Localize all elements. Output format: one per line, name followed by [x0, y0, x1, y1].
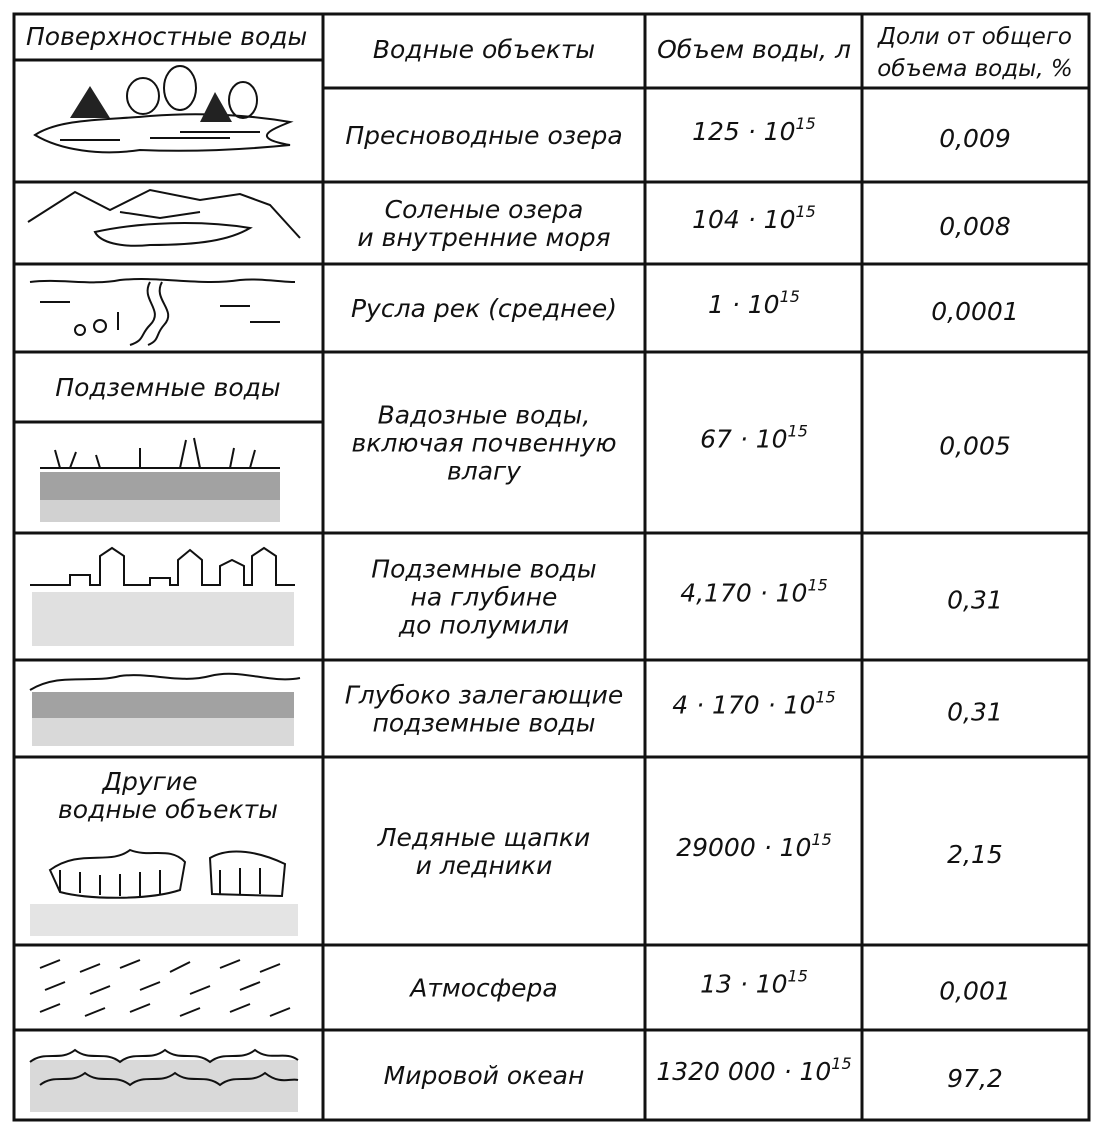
water-body-name: Атмосфера	[410, 973, 558, 1003]
share-value: 0,001	[939, 976, 1011, 1006]
ice-caps-icon	[30, 850, 298, 936]
volume-value	[692, 114, 816, 146]
volume-value	[676, 830, 832, 862]
volume-exponent: 15	[795, 114, 816, 133]
salt-lake-mountains-icon	[28, 190, 300, 246]
volume-exponent: 15	[787, 966, 808, 986]
vadose-soil-icon	[40, 438, 280, 522]
volume-header: Объем воды, л	[657, 35, 851, 64]
table-row	[371, 555, 1003, 640]
river-channel-icon	[30, 279, 295, 345]
water-body-name: и внутренние моря	[357, 223, 611, 252]
volume-base: 1320 000 · 10	[656, 1057, 832, 1086]
volume-base: 13 · 10	[700, 969, 788, 999]
volume-base: 1 · 10	[708, 290, 780, 319]
share-value: 0,0001	[931, 297, 1019, 326]
water-bodies-header: Водные объекты	[372, 35, 596, 64]
water-body-name: подземные воды	[372, 708, 596, 738]
water-body-name: Подземные воды	[371, 554, 597, 584]
volume-value	[700, 422, 808, 454]
share-value: 97,2	[947, 1064, 1003, 1093]
share-value: 0,009	[939, 124, 1011, 153]
water-body-name: Ледяные щапки	[377, 823, 591, 852]
water-body-name: влагу	[447, 456, 521, 486]
volume-base: 125 · 10	[692, 117, 796, 146]
water-body-name: включая почвенную	[351, 428, 617, 458]
table-row	[351, 287, 1019, 326]
world-ocean-icon	[30, 1050, 298, 1112]
volume-base: 67 · 10	[700, 424, 788, 454]
volume-exponent: 15	[815, 687, 836, 707]
water-body-name: Вадозные воды,	[377, 400, 591, 430]
water-body-name: до полумили	[398, 610, 570, 640]
table-row	[408, 967, 1011, 1006]
water-body-name: Пресноводные озера	[345, 121, 623, 150]
volume-value	[700, 967, 808, 999]
volume-exponent: 15	[795, 202, 816, 221]
table-row	[357, 195, 1010, 252]
water-body-name: Мировой океан	[383, 1061, 585, 1090]
share-value: 0,31	[947, 585, 1003, 615]
volume-exponent: 15	[807, 575, 828, 595]
volume-value	[680, 576, 828, 608]
volume-exponent: 15	[787, 421, 808, 441]
water-body-name: Глубоко залегающие	[344, 680, 624, 710]
water-body-name: Соленые озера	[384, 195, 584, 224]
share-value: 0,008	[939, 212, 1011, 241]
volume-value	[692, 202, 816, 234]
share-header-line2: объема воды, %	[877, 56, 1073, 82]
table-row	[377, 823, 1003, 880]
volume-exponent: 15	[831, 1054, 852, 1073]
share-header-line1: Доли от общего	[877, 24, 1073, 50]
volume-base: 104 · 10	[692, 205, 796, 234]
share-value: 0,31	[947, 697, 1003, 727]
volume-base: 4,170 · 10	[680, 578, 808, 608]
other-bodies-label-line1: Другие	[102, 767, 198, 796]
table-row	[345, 681, 1003, 738]
volume-exponent: 15	[811, 830, 832, 849]
lake-trees-icon	[35, 66, 290, 152]
water-body-name: на глубине	[410, 582, 558, 612]
water-body-name: и ледники	[415, 851, 553, 880]
volume-value	[656, 1054, 851, 1086]
table-row	[384, 1054, 1003, 1093]
surface-waters-label: Поверхностные воды	[26, 22, 308, 51]
table-row	[352, 401, 1011, 486]
volume-base: 4 · 170 · 10	[672, 690, 816, 720]
volume-exponent: 15	[779, 287, 800, 306]
water-body-name: Русла рек (среднее)	[350, 294, 618, 323]
volume-value	[708, 287, 800, 319]
share-value: 2,15	[947, 840, 1003, 869]
underground-label: Подземные воды	[55, 373, 281, 402]
deep-groundwater-icon	[30, 674, 300, 746]
other-bodies-label-line2: водные объекты	[58, 795, 278, 824]
groundwater-city-icon	[30, 548, 295, 646]
table-row	[345, 114, 1010, 153]
share-value: 0,005	[939, 431, 1011, 461]
volume-value	[672, 688, 835, 720]
volume-base: 29000 · 10	[676, 833, 812, 862]
atmosphere-icon	[40, 960, 290, 1016]
